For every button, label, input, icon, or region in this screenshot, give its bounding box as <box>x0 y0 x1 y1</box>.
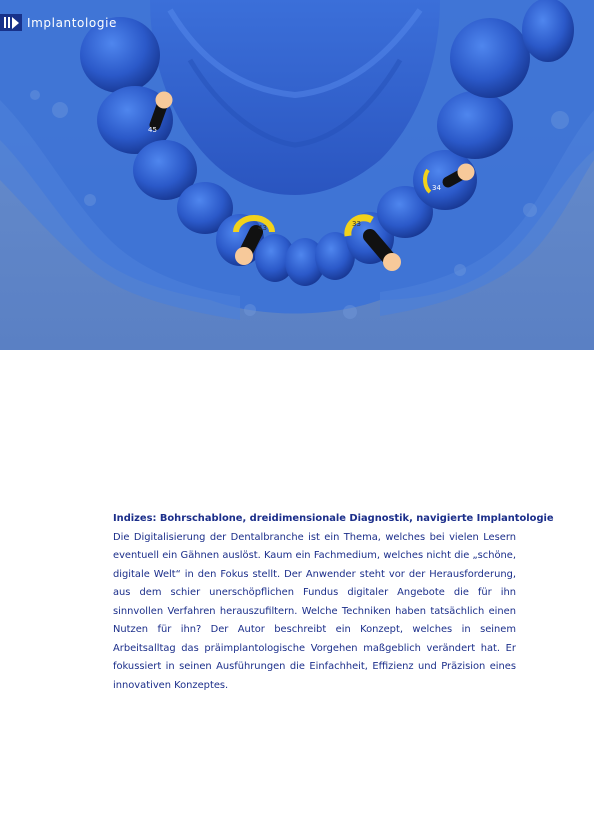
dental-scan-illustration <box>0 0 594 350</box>
tooth-row-front <box>255 232 355 286</box>
abstract-body: Die Digitalisierung der Dentalbranche ist ein Thema, welches bei vielen Lesern eventuell ein Gähnen auslöst. Kaum ein Fachmedium, welches nicht die „schöne, digitale Welt“ in den Fokus stellt. Der Anwender steht vor der Herausforderung, aus dem schier unerschöpflichen Fundus digitaler Angebote die für ihn sinnvollen Verfahren herauszufiltern. Welche Techniken haben tatsächlich einen Nutzen für ihn? Der Autor beschreibt ein Konzept, welches in seinem Arbeitsalltag das präimplantologische Vorgehen maßgeblich verändert hat. Er fokussiert in seinen Ausführungen die Einfachheit, Effizienz und Präzision eines innovativen Konzeptes. <box>113 531 516 691</box>
implant-label-33: 33 <box>352 220 361 228</box>
article-abstract <box>113 510 554 695</box>
hero-image <box>0 0 594 350</box>
implant-label-43: 43 <box>258 224 267 232</box>
index-terms: Indizes: Bohrschablone, dreidimensionale Diagnostik, navigierte Implantologie <box>113 513 554 524</box>
section-label: Implantologie <box>27 15 117 30</box>
implant-label-34: 34 <box>432 184 441 192</box>
section-marker-icon <box>0 14 22 31</box>
section-tag <box>0 14 117 31</box>
implant-label-45: 45 <box>148 126 157 134</box>
